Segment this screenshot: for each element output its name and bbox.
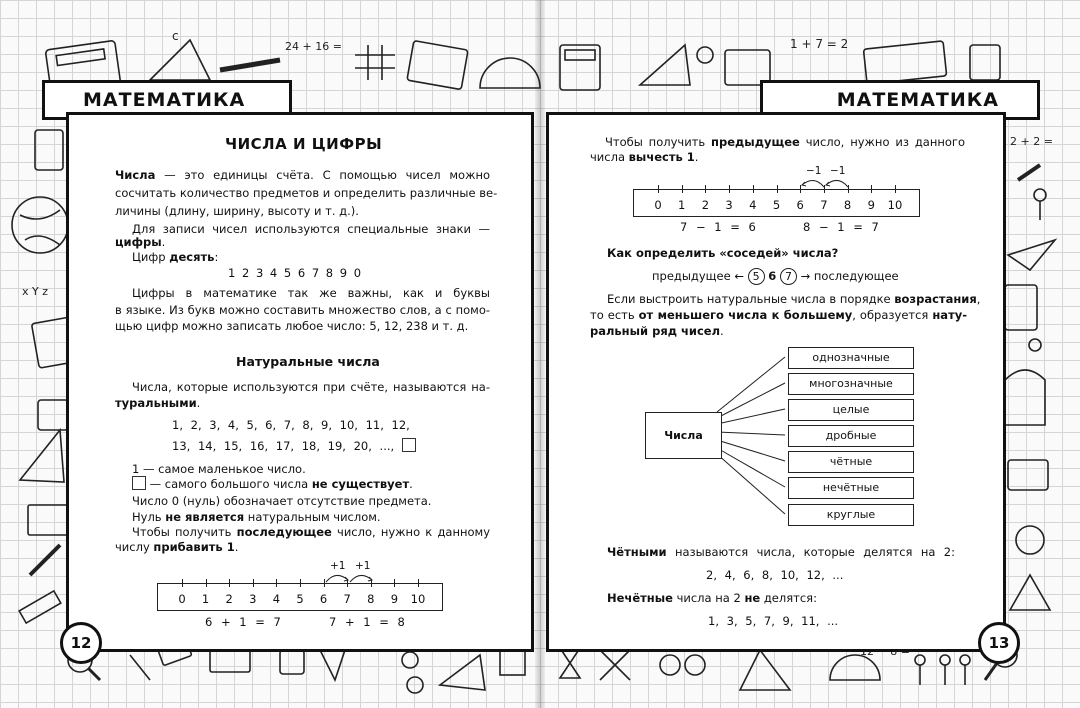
equation-left-1: 6 + 1 = 7 — [205, 615, 281, 629]
number-line-label: 6 — [319, 592, 328, 606]
number-line-tick — [800, 185, 801, 193]
number-line-label: 1 — [678, 198, 686, 212]
natural-sequence-line2: 13, 14, 15, 16, 17, 18, 19, 20, ..., — [172, 438, 416, 454]
zero-not-natural: Нуль не является натуральным числом. — [132, 510, 381, 524]
svg-text:2 + 2 =: 2 + 2 = — [1010, 135, 1053, 148]
number-line-label: 7 — [820, 198, 828, 212]
natural-sequence-line1: 1, 2, 3, 4, 5, 6, 7, 8, 9, 10, 11, 12, — [172, 418, 410, 432]
number-line-tick — [682, 185, 683, 193]
minus-one-label-2: −1 — [830, 165, 846, 177]
equation-left-2: 7 + 1 = 8 — [329, 615, 405, 629]
page-title: ЧИСЛА И ЦИФРЫ — [225, 135, 383, 153]
svg-text:24 + 16 =: 24 + 16 = — [285, 40, 342, 53]
diagram-item: многозначные — [788, 373, 914, 395]
zero-meaning: Число 0 (нуль) обозначает отсутствие предмета. — [132, 494, 432, 508]
odd-sequence: 1, 3, 5, 7, 9, 11, ... — [708, 614, 839, 628]
even-definition: Чётными называются числа, которые делятся на 2: — [607, 545, 955, 559]
no-largest-number: — самого большого числа не существует. — [132, 476, 413, 492]
diagram-item: дробные — [788, 425, 914, 447]
equation-right-1: 7 − 1 = 6 — [680, 220, 756, 234]
number-line-label: 3 — [249, 592, 257, 606]
number-line-tick — [848, 185, 849, 193]
prev-number-line1: Чтобы получить предыдущее число, нужно из данного — [605, 135, 966, 149]
paragraph-numbers-line1: Числа — это единицы счёта. С помощью чисел можно — [115, 168, 490, 182]
number-line-tick — [777, 185, 778, 193]
number-line-label: 6 — [796, 198, 804, 212]
number-line-label: 8 — [367, 592, 375, 606]
minus-one-label-1: −1 — [806, 165, 822, 177]
natural-series-line1: Если выстроить натуральные числа в порядке возрастания, — [607, 292, 981, 306]
svg-text:1 + 7 = 2: 1 + 7 = 2 — [790, 37, 849, 51]
equation-right-2: 8 − 1 = 7 — [803, 220, 879, 234]
number-line-tick — [658, 185, 659, 193]
number-line-label: 8 — [843, 198, 852, 212]
number-line-label: 5 — [296, 592, 304, 606]
number-line-tick — [206, 579, 207, 587]
number-line-tick — [276, 579, 277, 587]
number-line-tick — [753, 185, 754, 193]
digits-count: Цифр десять: — [132, 250, 219, 264]
number-line-label: 10 — [887, 198, 903, 212]
number-line-tick — [824, 185, 825, 193]
paragraph-natural-line1: Числа, которые используются при счёте, называются на- — [132, 380, 490, 394]
svg-text:c: c — [172, 29, 179, 43]
number-line-tick — [324, 579, 325, 587]
digits-list: 1 2 3 4 5 6 7 8 9 0 — [228, 266, 362, 280]
number-line-label: 9 — [867, 198, 875, 212]
paragraph-compare-line2: в языке. Из букв можно составить множество слов, а с помо- — [115, 303, 490, 317]
paragraph-compare-line3: щью цифр можно записать любое число: 5, 12, 238 и т. д. — [115, 319, 469, 333]
natural-series-line2: то есть от меньшего числа к большему, образуется нату- — [590, 308, 967, 322]
number-line-tick — [347, 579, 348, 587]
number-line-tick — [371, 579, 372, 587]
plus-one-label-1: +1 — [330, 560, 346, 572]
prev-number-line2: числа вычесть 1. — [590, 150, 699, 164]
plus-one-label-2: +1 — [355, 560, 371, 572]
number-line-label: 2 — [701, 198, 710, 212]
number-line-tick — [418, 579, 419, 587]
unknown-square-icon — [132, 476, 146, 490]
odd-definition: Нечётные числа на 2 не делятся: — [607, 591, 817, 605]
number-line-tick — [394, 579, 395, 587]
paragraph-natural-line2: туральными. — [115, 396, 201, 410]
number-line-left — [157, 583, 443, 611]
diagram-item: нечётные — [788, 477, 914, 499]
number-line-label: 4 — [749, 198, 757, 212]
number-line-tick — [871, 185, 872, 193]
neighbors-question: Как определить «соседей» числа? — [607, 246, 839, 260]
left-banner-title: МАТЕМАТИКА — [83, 89, 246, 111]
number-line-label: 2 — [225, 592, 233, 606]
section-subtitle: Натуральные числа — [236, 354, 380, 369]
diagram-item: чётные — [788, 451, 914, 473]
number-line-tick — [229, 579, 230, 587]
paragraph-digits-line2: цифры. — [115, 235, 166, 249]
paragraph-compare-line1: Цифры в математике так же важны, как и буквы — [132, 286, 490, 300]
page-number-left: 12 — [60, 622, 102, 664]
paragraph-digits-line1: Для записи чисел используются специальные знаки — — [132, 222, 490, 236]
number-line-label: 4 — [272, 592, 281, 606]
even-sequence: 2, 4, 6, 8, 10, 12, ... — [706, 568, 844, 582]
paragraph-numbers-line2: сосчитать количество предметов и определить различные ве- — [115, 186, 498, 200]
page-number-right: 13 — [978, 622, 1020, 664]
unknown-square-icon — [402, 438, 416, 452]
neighbors-row: предыдущее ← 5 6 7 → последующее — [652, 269, 899, 283]
number-line-label: 9 — [390, 592, 399, 606]
next-number-line2: числу прибавить 1. — [115, 540, 239, 554]
number-line-label: 10 — [410, 592, 426, 606]
number-line-right — [633, 189, 920, 217]
number-line-label: 1 — [201, 592, 210, 606]
smallest-number: 1 — самое маленькое число. — [132, 462, 306, 476]
right-banner-title: МАТЕМАТИКА — [836, 89, 999, 111]
diagram-item: однозначные — [788, 347, 914, 369]
paragraph-numbers-line3: личины (длину, ширину, высоту и т. д.). — [115, 204, 359, 218]
diagram-root: Числа — [645, 412, 722, 459]
diagram-item: круглые — [788, 504, 914, 526]
number-line-label: 3 — [725, 198, 733, 212]
svg-text:x Y z: x Y z — [22, 285, 48, 298]
number-line-tick — [895, 185, 896, 193]
number-line-label: 5 — [772, 198, 781, 212]
number-line-tick — [182, 579, 183, 587]
number-line-tick — [253, 579, 254, 587]
number-line-label: 7 — [343, 592, 351, 606]
number-line-label: 0 — [178, 592, 186, 606]
next-number-line1: Чтобы получить последующее число, нужно к данному — [132, 525, 490, 539]
number-line-label: 0 — [654, 198, 662, 212]
diagram-item: целые — [788, 399, 914, 421]
natural-series-line3: ральный ряд чисел. — [590, 324, 724, 338]
number-line-tick — [705, 185, 706, 193]
number-line-tick — [300, 579, 301, 587]
number-line-tick — [729, 185, 730, 193]
